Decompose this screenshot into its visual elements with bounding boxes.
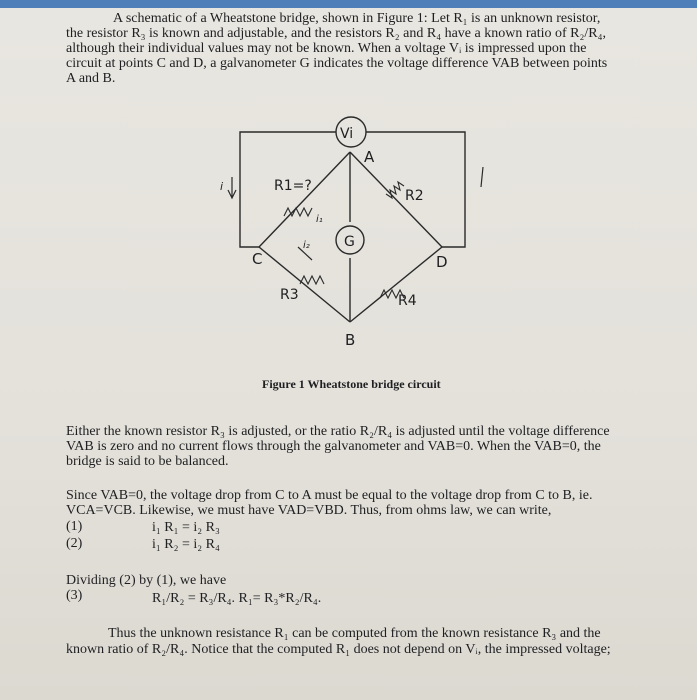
conclusion-line-1: Thus the unknown resistance R₁ can be computed from the known resistance R₃ and the bbox=[108, 626, 601, 641]
intro-line-5: A and B. bbox=[66, 71, 116, 86]
since-line-1: Since VAB=0, the voltage drop from C to A must be equal to the voltage drop from C to B, ie. bbox=[66, 488, 593, 503]
label-r4: R4 bbox=[398, 293, 417, 309]
branch-c-a bbox=[259, 152, 350, 247]
label-b: B bbox=[345, 331, 356, 349]
intro-line-3: although their individual values may not be known. When a voltage Vᵢ is impressed upon the bbox=[66, 41, 587, 56]
intro-line-4: circuit at points C and D, a galvanometer G indicates the voltage difference VAB between points bbox=[66, 56, 608, 71]
dividing-line: Dividing (2) by (1), we have bbox=[66, 573, 227, 588]
equation-2: i₁ R₂ = i₂ R₄ bbox=[152, 537, 220, 552]
equation-3-number: (3) bbox=[66, 588, 83, 603]
intro-line-1: A schematic of a Wheatstone bridge, shown in Figure 1: Let R₁ is an unknown resistor, bbox=[113, 11, 601, 26]
equation-3: R₁/R₂ = R₃/R₄. R₁= R₃*R₂/R₄. bbox=[152, 591, 322, 606]
resistor-r1-icon bbox=[284, 208, 312, 216]
since-line-2: VCA=VCB. Likewise, we must have VAD=VBD. Thus, from ohms law, we can write, bbox=[66, 503, 552, 518]
label-i: i bbox=[220, 180, 224, 193]
intro-line-2: the resistor R₃ is known and adjustable, and the resistors R₂ and R₄ have a known ratio of R₂/R₄, bbox=[66, 26, 606, 41]
branch-a-d bbox=[350, 152, 442, 247]
branch-b-d bbox=[350, 247, 442, 322]
label-g: G bbox=[344, 234, 355, 250]
wheatstone-bridge-figure bbox=[200, 112, 500, 357]
label-r1: R1=? bbox=[274, 178, 312, 194]
current-arrow-right-icon bbox=[481, 167, 483, 187]
equation-1: i₁ R₁ = i₂ R₃ bbox=[152, 520, 220, 535]
equation-2-number: (2) bbox=[66, 536, 83, 551]
label-i2: i₂ bbox=[303, 240, 310, 251]
label-a: A bbox=[364, 148, 375, 166]
balance-line-2: VAB is zero and no current flows through the galvanometer and VAB=0. When the VAB=0, the bbox=[66, 439, 601, 454]
figure-caption: Figure 1 Wheatstone bridge circuit bbox=[262, 377, 441, 391]
balance-line-3: bridge is said to be balanced. bbox=[66, 454, 229, 469]
label-c: C bbox=[252, 250, 263, 268]
resistor-r3-icon bbox=[300, 276, 324, 284]
current-arrow-left-icon bbox=[228, 177, 236, 198]
label-r3: R3 bbox=[280, 287, 299, 303]
branch-c-b bbox=[259, 247, 350, 322]
balance-line-1: Either the known resistor R₃ is adjusted, or the ratio R₂/R₄ is adjusted until the voltage difference bbox=[66, 424, 610, 439]
label-i1: i₁ bbox=[316, 214, 323, 225]
resistor-r2-icon bbox=[386, 182, 404, 198]
label-r2: R2 bbox=[405, 188, 424, 204]
label-d: D bbox=[436, 253, 448, 271]
equation-1-number: (1) bbox=[66, 519, 83, 534]
conclusion-line-2: known ratio of R₂/R₄. Notice that the computed R₁ does not depend on Vᵢ, the impressed voltage; bbox=[66, 642, 611, 657]
label-vi: Vi bbox=[340, 126, 354, 142]
top-bar bbox=[0, 0, 697, 8]
